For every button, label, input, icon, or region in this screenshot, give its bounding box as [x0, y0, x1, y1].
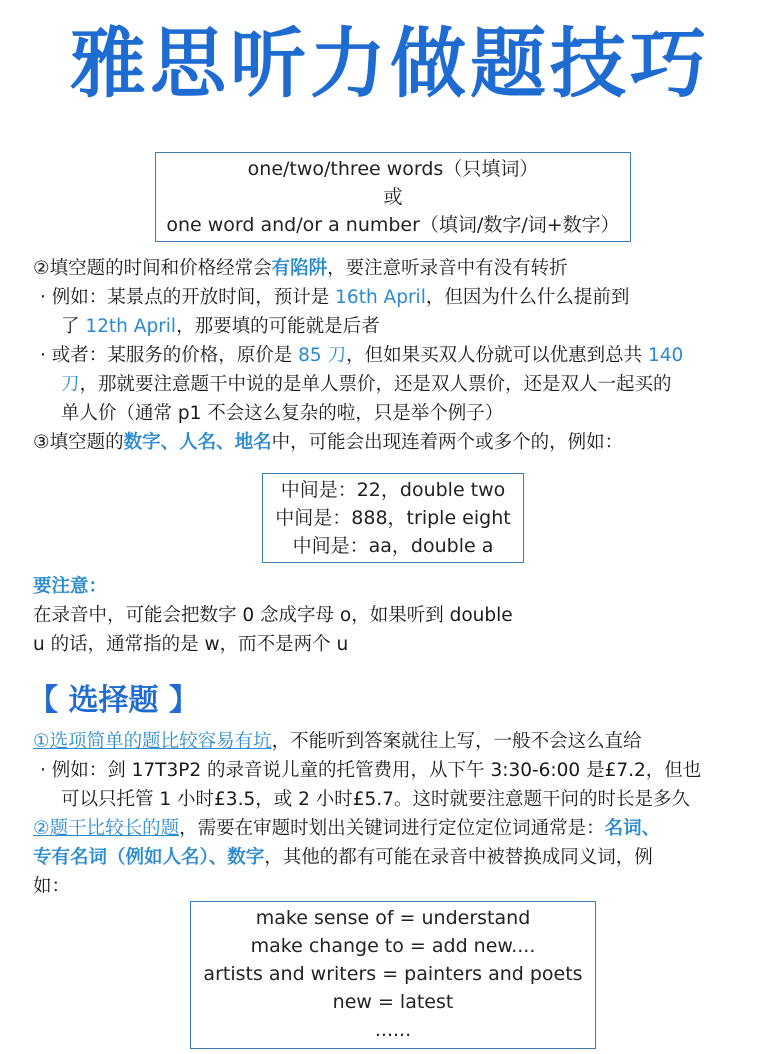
choice-point-2-line-3: 如： — [33, 876, 71, 897]
box-line: one/two/three words（只填词） — [247, 158, 539, 180]
note-line-2: u 的话，通常指的是 w，而不是两个 u — [33, 634, 349, 655]
note-heading: 要注意： — [33, 576, 108, 597]
number-example-box — [262, 473, 524, 563]
example-1-line-2: 了 12th April，那要填的可能就是后者 — [61, 316, 380, 337]
note-line-1: 在录音中，可能会把数字 0 念成字母 o，如果听到 double — [33, 605, 513, 626]
section-heading: 【 选择题 】 — [28, 683, 199, 718]
synonym-box — [190, 901, 596, 1049]
box-line: 中间是：22，double two — [280, 479, 506, 501]
box-line: make change to = add new.... — [250, 935, 536, 957]
box-line: make sense of = understand — [255, 907, 531, 929]
box-line: ...... — [374, 1019, 412, 1041]
choice-point-2-line-1: ②题干比较长的题，需要在审题时划出关键词进行定位定位词通常是：名词、 — [33, 818, 661, 839]
word-limit-box — [155, 152, 631, 242]
box-line: one word and/or a number（填词/数字/词+数字） — [166, 214, 620, 236]
box-line: new = latest — [332, 991, 454, 1013]
box-line: 中间是：aa，double a — [292, 535, 494, 557]
box-line: artists and writers = painters and poets — [203, 963, 583, 985]
example-2-line-1: · 或者：某服务的价格，原价是 85 刀，但如果买双人份就可以优惠到总共 140 — [40, 345, 684, 366]
point-3: ③填空题的数字、人名、地名中，可能会出现连着两个或多个的，例如： — [33, 432, 624, 453]
choice-example-line-2: 可以只托管 1 小时£3.5，或 2 小时£5.7。这时就要注意题干问的时长是多久 — [61, 789, 690, 810]
example-1-line-1: · 例如：某景点的开放时间，预计是 16th April，但因为什么什么提前到 — [40, 287, 630, 308]
choice-point-2-line-2: 专有名词（例如人名）、数字，其他的都有可能在录音中被替换成同义词，例 — [33, 847, 653, 868]
choice-example-line-1: · 例如：剑 17T3P2 的录音说儿童的托管费用，从下午 3:30-6:00 是£7.2，但也 — [40, 760, 702, 781]
point-2: ②填空题的时间和价格经常会有陷阱，要注意听录音中有没有转折 — [33, 258, 568, 279]
box-line: 或 — [383, 186, 403, 208]
page-title: 雅思听力做题技巧 — [70, 19, 710, 108]
box-line: 中间是：888，triple eight — [275, 507, 511, 529]
choice-point-1: ①选项简单的题比较容易有坑，不能听到答案就往上写，一般不会这么直给 — [33, 731, 642, 752]
example-2-line-2: 刀，那就要注意题干中说的是单人票价，还是双人票价，还是双人一起买的 — [61, 374, 672, 395]
example-2-line-3: 单人价（通常 p1 不会这么复杂的啦，只是举个例子） — [61, 403, 504, 424]
